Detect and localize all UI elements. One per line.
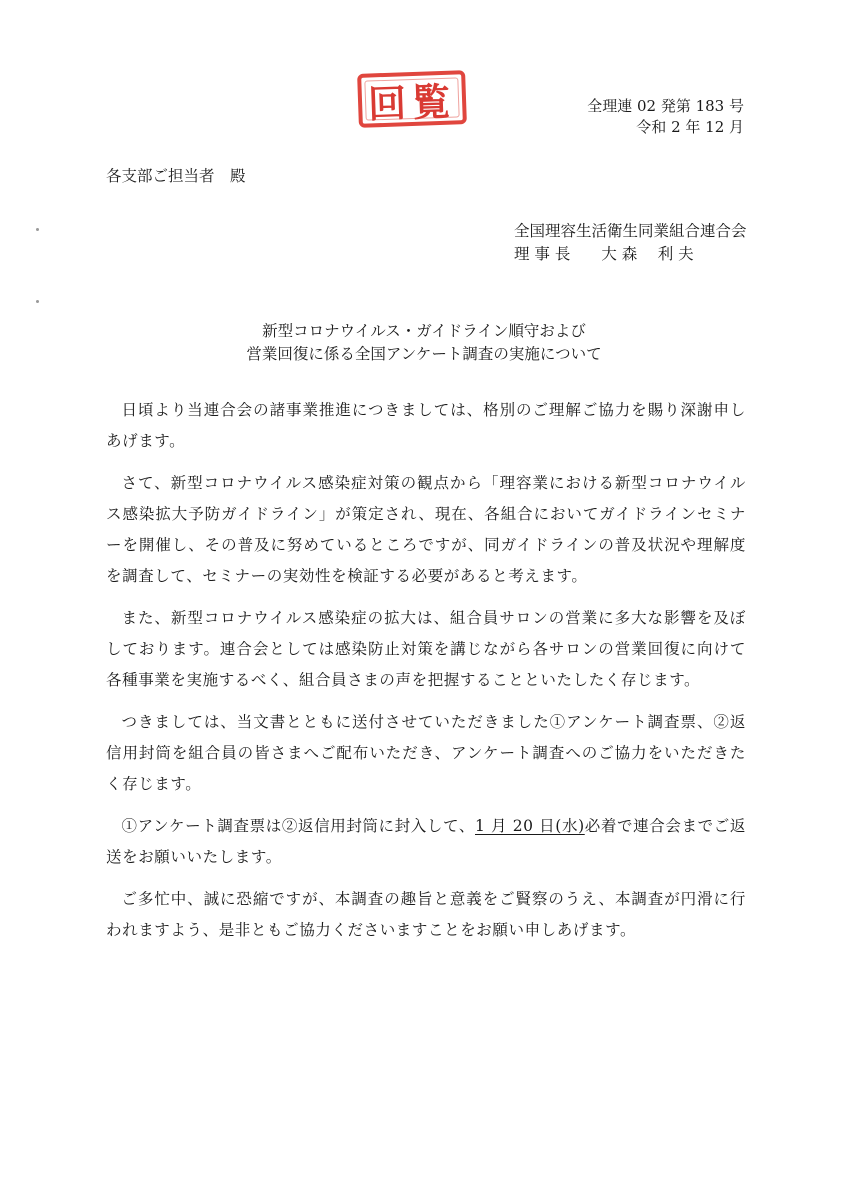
recipient: 各支部ご担当者 殿 xyxy=(106,167,246,185)
scan-speck xyxy=(36,228,39,231)
paragraph-closing: ご多忙中、誠に恐縮ですが、本調査の趣旨と意義をご賢察のうえ、本調査が円滑に行われますよう、是非ともご協力くださいますことをお願い申しあげます。 xyxy=(106,890,746,939)
paragraph-request: つきましては、当文書とともに送付させていただきました①アンケート調査票、②返信用封筒を組合員の皆さまへご配布いただき、アンケート調査へのご協力をいただきたく存じます。 xyxy=(106,713,746,793)
sender-block xyxy=(514,220,747,266)
document-number: 全理連 02 発第 183 号 xyxy=(587,97,744,115)
sender-organization: 全国理容生活衛生同業組合連合会 xyxy=(514,222,747,240)
deadline-text-after: 必着で連合会までご返送をお願いいたします。 xyxy=(106,817,746,866)
title-line-1: 新型コロナウイルス・ガイドライン順守および xyxy=(262,322,586,340)
document-number-block xyxy=(587,96,744,138)
deadline-text-before: ①アンケート調査票は②返信用封筒に封入して、 xyxy=(121,817,475,835)
scan-speck xyxy=(36,300,39,303)
document-title xyxy=(0,320,848,366)
paragraph-greeting: 日頃より当連合会の諸事業推進につきましては、格別のご理解ご協力を賜り深謝申しあげます。 xyxy=(106,401,746,450)
deadline-date: 1 月 20 日(水) xyxy=(475,817,585,835)
document-date: 令和 2 年 12 月 xyxy=(636,118,744,136)
circulation-stamp xyxy=(357,70,467,128)
sender-name: 理 事 長 大 森 利 夫 xyxy=(514,245,694,263)
paragraph-impact: また、新型コロナウイルス感染症の拡大は、組合員サロンの営業に多大な影響を及ぼしております。連合会としては感染防止対策を講じながら各サロンの営業回復に向けて各種事業を実施するべく、組合員さまの声を把握することといたしたく存じます。 xyxy=(106,609,746,689)
stamp-text: 回覧 xyxy=(367,77,457,127)
paragraph-guideline: さて、新型コロナウイルス感染症対策の観点から「理容業における新型コロナウイルス感染拡大予防ガイドライン」が策定され、現在、各組合においてガイドラインセミナーを開催し、その普及に努めているところですが、同ガイドラインの普及状況や理解度を調査して、セミナーの実効性を検証する必要があると考えます。 xyxy=(106,474,746,585)
document-body xyxy=(106,395,746,957)
title-line-2: 営業回復に係る全国アンケート調査の実施について xyxy=(246,345,602,363)
paragraph-deadline xyxy=(106,811,746,873)
